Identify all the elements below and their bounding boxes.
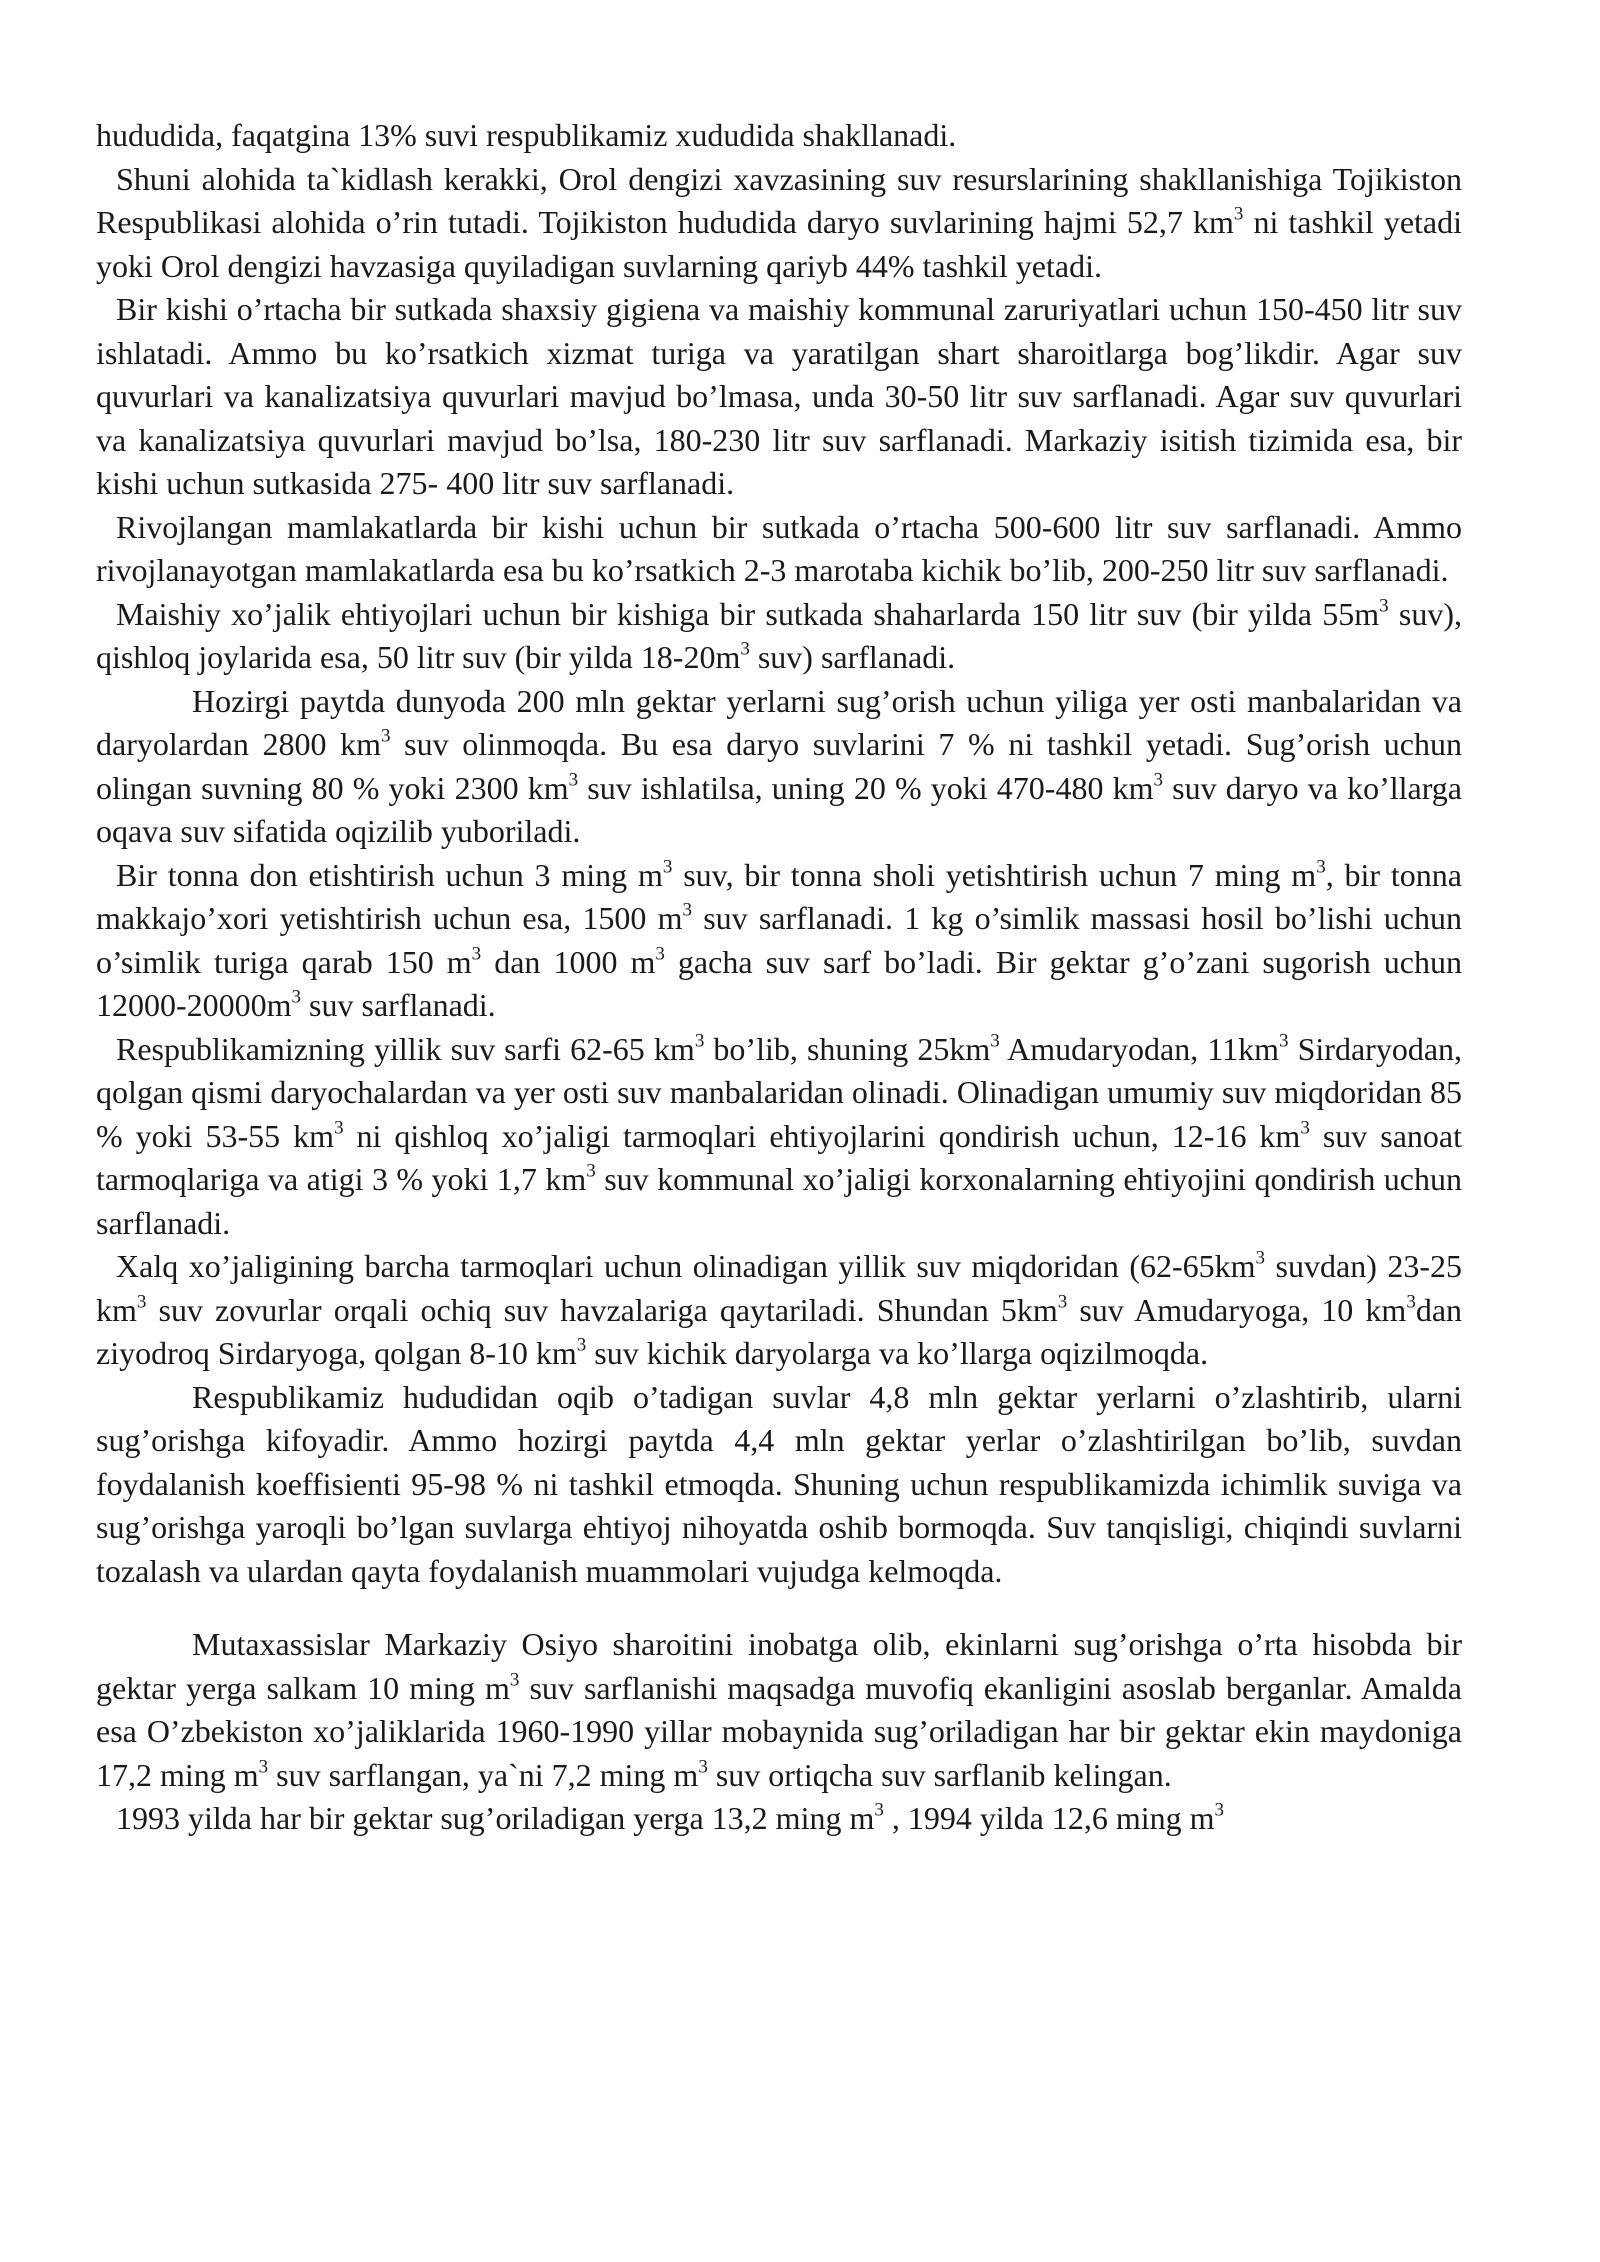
text-run: suv, bir tonna sholi yetishtirish uchun 7 ming m [672, 856, 1317, 893]
text-run: Bir kishi o’rtacha bir sutkada shaxsiy gigiena va maishiy kommunal zaruriyatlari uchun 150-450 litr suv ishlatadi. Ammo bu ko’rsatkich xizmat turiga va yaratilgan shart sharoitlarga bog’likdir. Agar suv quvurlari va kanalizatsiya quvurlari mavjud bo’lmasa, unda 30-50 litr suv sarflanadi. Agar suv quvurlari va kanalizatsiya quvurlari mavjud bo’lsa, 180-230 litr suv sarflanadi. Markaziy isitish tizimida esa, bir kishi uchun sutkasida 275- 400 litr suv sarflanadi. [96, 291, 1462, 501]
paragraph [96, 1797, 1462, 1841]
text-run: suv sarflangan, ya`ni 7,2 ming m [268, 1756, 699, 1793]
text-run: ni tashkil yetadi yoki Orol dengizi havzasiga quyiladigan suvlarning qariyb 44% tashkil yetadi. [96, 204, 1463, 284]
text-run: hududida, faqatgina 13% suvi respublikamiz xududida shakllanadi. [96, 117, 957, 153]
superscript: 3 [1153, 768, 1163, 790]
text-run: Bir tonna don etishtirish uchun 3 ming m [116, 856, 663, 893]
text-run: suv) sarflanadi. [749, 639, 956, 675]
text-run: Rivojlangan mamlakatlarda bir kishi uchun bir sutkada o’rtacha 500-600 litr suv sarflanadi. Ammo rivojlanayotgan mamlakatlarda esa bu ko’rsatkich 2-3 marotaba kichik bo’lib, 200-250 litr suv sarflanadi. [96, 508, 1462, 588]
superscript: 3 [1255, 1247, 1266, 1269]
text-run: 1993 yilda har bir gektar sug’oriladigan yerga 13,2 ming m [116, 1800, 875, 1836]
superscript: 3 [1379, 594, 1389, 616]
paragraph [96, 1376, 1462, 1594]
text-run: suv sanoat tarmoqlariga va atigi 3 % yoki 1,7 km [96, 1117, 1463, 1197]
text-run: suv ishlatilsa, uning 20 % yoki 470-480 km [578, 769, 1154, 806]
text-run: suv Amudaryoga, 10 km [1067, 1291, 1407, 1328]
superscript: 3 [334, 1116, 344, 1138]
text-run: ni qishloq xo’jaligi tarmoqlari ehtiyojlarini qondirish uchun, 12-16 km [343, 1117, 1301, 1154]
text-run: suv kommunal xo’jaligi korxonalarning ehtiyojini qondirish uchun sarflanadi. [96, 1161, 1463, 1241]
superscript: 3 [1406, 1290, 1416, 1312]
paragraph [96, 288, 1462, 506]
superscript: 3 [1057, 1290, 1068, 1312]
superscript: 3 [662, 855, 673, 877]
text-run: suv kichik daryolarga va ko’llarga oqizilmoqda. [586, 1335, 1209, 1371]
text-run: suv), qishloq joylarida esa, 50 litr suv (bir yilda 18-20m [96, 595, 1463, 675]
superscript: 3 [1233, 203, 1244, 225]
superscript: 3 [655, 942, 665, 964]
superscript: 3 [682, 899, 693, 921]
paragraph [96, 506, 1462, 593]
paragraph [96, 1028, 1462, 1246]
superscript: 3 [471, 942, 482, 964]
text-run: bo’lib, shuning 25km [704, 1030, 991, 1067]
paragraph [96, 854, 1462, 1028]
text-run: Xalq xo’jaligining barcha tarmoqlari uchun olinadigan yillik suv miqdoridan (62-65km [116, 1248, 1256, 1284]
superscript: 3 [1279, 1029, 1289, 1051]
text-run: Hozirgi paytda dunyoda 200 mln gektar yerlarni sug’orish uchun yiliga yer osti manbalaridan va daryolardan 2800 km [96, 682, 1462, 762]
superscript: 3 [509, 1668, 520, 1690]
text-run: Maishiy xo’jalik ehtiyojlari uchun bir kishiga bir sutkada shaharlarda 150 litr suv (bir yilda 55m [116, 595, 1380, 632]
text-run: Sirdaryodan, qolgan qismi daryochalardan va yer osti suv manbalaridan olinadi. Olinadigan umumiy suv miqdoridan 85 % yoki 53-55 km [96, 1030, 1463, 1154]
paragraph [96, 1245, 1462, 1376]
paragraph [96, 114, 1462, 158]
text-run: Shuni alohida ta`kidlash kerakki, Orol dengizi xavzasining suv resurslarining shakllanishiga Tojikiston Respublikasi alohida o’rin tutadi. Tojikiston hududida daryo suvlarining hajmi 52,7 km [96, 160, 1462, 240]
text-run: gacha suv sarf bo’ladi. Bir gektar g’o’zani sugorish uchun 12000-20000m [96, 943, 1463, 1023]
superscript: 3 [698, 1755, 708, 1777]
superscript: 3 [568, 768, 579, 790]
paragraph [96, 593, 1462, 680]
superscript: 3 [1300, 1116, 1310, 1138]
superscript: 3 [576, 1334, 587, 1356]
superscript: 3 [694, 1029, 705, 1051]
document-page [96, 114, 1462, 1841]
superscript: 3 [586, 1160, 596, 1182]
text-run: dan 1000 m [481, 943, 656, 980]
superscript: 3 [291, 986, 302, 1008]
paragraph [96, 680, 1462, 854]
superscript: 3 [258, 1755, 269, 1777]
text-run: suv sarflanadi. 1 kg o’simlik massasi hosil bo’lishi uchun o’simlik turiga qarab 150 m [96, 900, 1463, 980]
text-run: suv sarflanishi maqsadga muvofiq ekanligini asoslab berganlar. Amalda esa O’zbekiston xo’jaliklarida 1960-1990 yillar mobaynida sug’oriladigan har bir gektar ekin maydoniga 17,2 ming m [96, 1669, 1463, 1793]
superscript: 3 [874, 1799, 884, 1821]
superscript: 3 [740, 638, 750, 660]
text-run: suv daryo va ko’llarga oqava suv sifatida oqizilib yuboriladi. [96, 769, 1463, 849]
text-run: suv olinmoqda. Bu esa daryo suvlarini 7 % ni tashkil yetadi. Sug’orish uchun olingan suvning 80 % yoki 2300 km [96, 726, 1463, 806]
text-run: suvdan) 23-25 km [96, 1248, 1463, 1328]
superscript: 3 [136, 1290, 147, 1312]
text-run: Amudaryodan, 11km [999, 1030, 1280, 1067]
superscript: 3 [381, 725, 391, 747]
text-run: , bir tonna makkajo’xori yetishtirish uchun esa, 1500 m [96, 856, 1463, 936]
superscript: 3 [1316, 855, 1326, 877]
text-run: , 1994 yilda 12,6 ming m [883, 1800, 1215, 1836]
text-run: suv zovurlar orqali ochiq suv havzalariga qaytariladi. Shundan 5km [146, 1291, 1058, 1328]
superscript: 3 [1214, 1799, 1224, 1821]
text-run: suv sarflanadi. [301, 987, 496, 1023]
paragraph [96, 158, 1462, 289]
text-run: Respublikamiz hududidan oqib o’tadigan suvlar 4,8 mln gektar yerlarni o’zlashtirib, ularni sug’orishga kifoyadir. Ammo hozirgi paytda 4,4 mln gektar yerlar o’zlashtirilgan bo’lib, suvdan foydalanish koeffisienti 95-98 % ni tashkil etmoqda. Shuning uchun respublikamizda ichimlik suviga va sug’orishga yaroqli bo’lgan suvlarga ehtiyoj nihoyatda oshib bormoqda. Suv tanqisligi, chiqindi suvlarni tozalash va ulardan qayta foydalanish muammolari vujudga kelmoqda. [96, 1378, 1462, 1589]
text-run: Respublikamizning yillik suv sarfi 62-65 km [116, 1030, 695, 1067]
paragraph [96, 1623, 1462, 1797]
text-run: Mutaxassislar Markaziy Osiyo sharoitini inobatga olib, ekinlarni sug’orishga o’rta hisobda bir gektar yerga salkam 10 ming m [96, 1626, 1462, 1706]
text-run: suv ortiqcha suv sarflanib kelingan. [707, 1756, 1172, 1793]
text-run: dan ziyodroq Sirdaryoga, qolgan 8-10 km [96, 1291, 1463, 1371]
superscript: 3 [990, 1029, 1000, 1051]
